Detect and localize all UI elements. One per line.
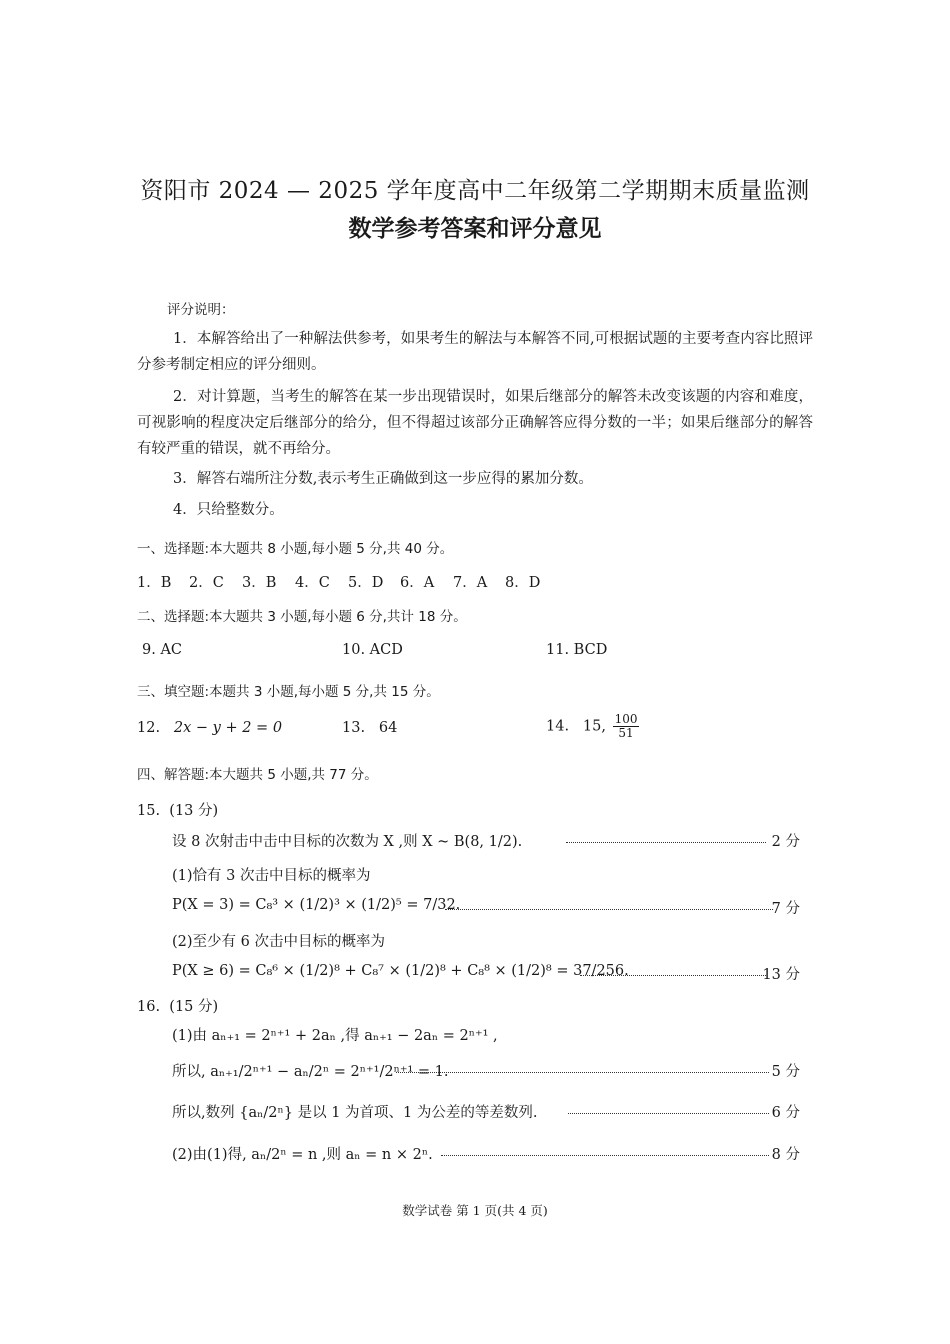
leader-dots [568, 1113, 769, 1114]
q15-line3: P(X = 3) = C₈³ × (1/2)³ × (1/2)⁵ = 7/32. [172, 897, 461, 913]
section1-heading: 一、选择题:本大题共 8 小题,每小题 5 分,共 40 分。 [137, 541, 454, 557]
leader-dots [396, 1072, 769, 1073]
answer-8: 8．D [505, 575, 541, 591]
grading-note-1: 1．本解答给出了一种解法供参考，如果考生的解法与本解答不同,可根据试题的主要考查内容比照评分参考制定相应的评分细则。 [137, 331, 813, 373]
section1-answers [137, 571, 540, 592]
q16-line2: 所以, aₙ₊₁/2ⁿ⁺¹ − aₙ/2ⁿ = 2ⁿ⁺¹/2ⁿ⁺¹ = 1. [172, 1064, 449, 1080]
leader-dots [580, 975, 766, 976]
q15-line5: P(X ≥ 6) = C₈⁶ × (1/2)⁸ + C₈⁷ × (1/2)⁸ + C₈⁸ × (1/2)⁸ = 37/256. [172, 963, 629, 979]
fraction: $\frac{100}{51}$ [614, 712, 638, 740]
leader-dots [445, 909, 773, 910]
page-footer: 数学试卷 第 1 页(共 4 页) [402, 1203, 548, 1218]
answer-4: 4．C [295, 575, 330, 591]
leader-dots [441, 1155, 769, 1156]
answer-2: 2．C [189, 575, 224, 591]
grading-note-3: 3．解答右端所注分数,表示考生正确做到这一步应得的累加分数。 [173, 471, 593, 487]
answer-9: 9. AC [142, 642, 183, 658]
answer-13: 13. 64 [342, 720, 398, 736]
score-mark: 8 分 [771, 1147, 800, 1163]
q16-header: 16. (15 分) [137, 999, 219, 1015]
answer-1: 1．B [137, 575, 172, 591]
score-mark: 7 分 [771, 901, 800, 917]
grading-notes-heading: 评分说明： [167, 302, 235, 318]
q15-line4: (2)至少有 6 次击中目标的概率为 [172, 934, 385, 950]
q15-header: 15. (13 分) [137, 803, 219, 819]
answer-3: 3．B [242, 575, 277, 591]
answer-12: 12. 2x − y + 2 = 0 [137, 720, 283, 736]
document-title: 资阳市 2024 — 2025 学年度高中二年级第二学期期末质量监测 [140, 178, 810, 204]
answer-5: 5．D [348, 575, 384, 591]
document-subtitle: 数学参考答案和评分意见 [348, 215, 602, 242]
grading-note-2: 2．对计算题，当考生的解答在某一步出现错误时，如果后继部分的解答未改变该题的内容和难度，可视影响的程度决定后继部分的给分，但不得超过该部分正确解答应得分数的一半；如果后继部分的解答有较严重的错误，就不再给分。 [137, 389, 813, 457]
q15-line2: (1)恰有 3 次击中目标的概率为 [172, 868, 371, 884]
section3-heading: 三、填空题:本题共 3 小题,每小题 5 分,共 15 分。 [137, 684, 440, 700]
answer-6: 6．A [400, 575, 435, 591]
q16-line4: (2)由(1)得, aₙ/2ⁿ = n ,则 aₙ = n × 2ⁿ. [172, 1147, 433, 1163]
score-mark: 2 分 [771, 834, 800, 850]
score-mark: 6 分 [771, 1105, 800, 1121]
answer-10: 10. ACD [342, 642, 403, 658]
score-mark: 13 分 [762, 967, 800, 983]
score-mark: 5 分 [771, 1064, 800, 1080]
answer-7: 7．A [453, 575, 488, 591]
q16-line3: 所以,数列 {aₙ/2ⁿ} 是以 1 为首项、1 为公差的等差数列. [172, 1105, 538, 1121]
grading-note-4: 4．只给整数分。 [173, 502, 284, 518]
answer-11: 11. BCD [546, 642, 608, 658]
answer-14: 14. 15, $\frac{100}{51}$ [546, 712, 638, 740]
section2-heading: 二、选择题:本大题共 3 小题,每小题 6 分,共计 18 分。 [137, 609, 467, 625]
section4-heading: 四、解答题:本大题共 5 小题,共 77 分。 [137, 767, 378, 783]
q15-line1: 设 8 次射击中击中目标的次数为 X ,则 X ~ B(8, 1/2). [172, 834, 523, 850]
leader-dots [566, 842, 766, 843]
q16-line1: (1)由 aₙ₊₁ = 2ⁿ⁺¹ + 2aₙ ,得 aₙ₊₁ − 2aₙ = 2ⁿ⁺¹ , [172, 1028, 498, 1044]
